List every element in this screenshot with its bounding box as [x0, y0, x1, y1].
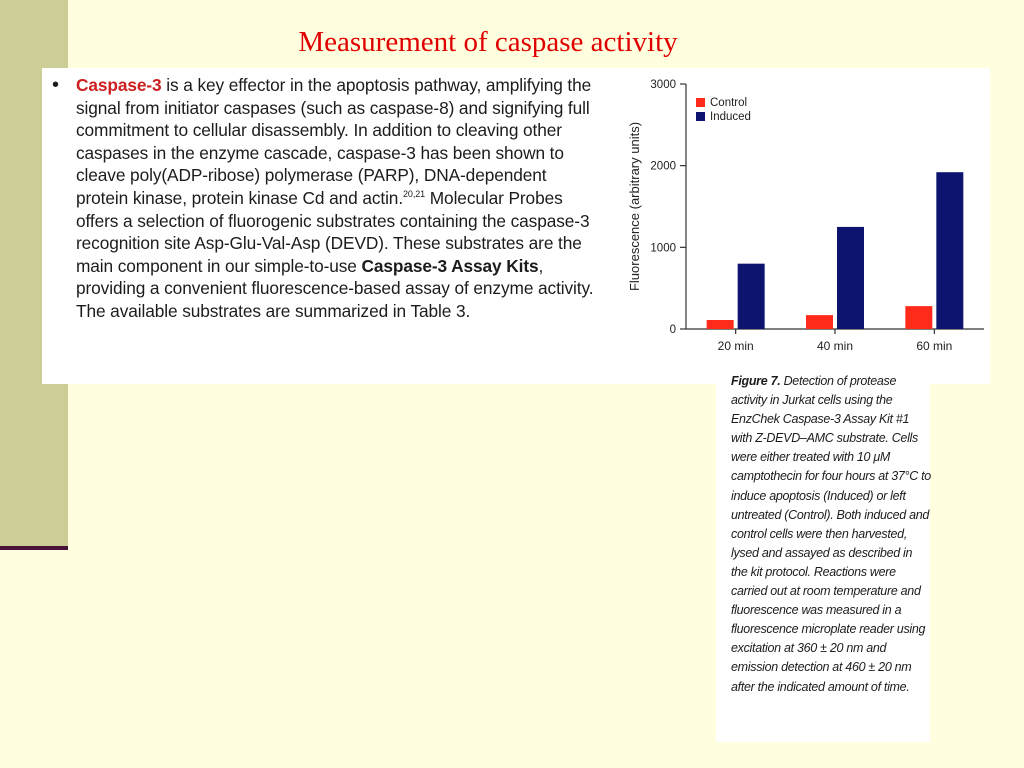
y-tick-label: 2000 — [650, 160, 676, 173]
legend-label-control: Control — [710, 97, 748, 109]
y-tick-label: 3000 — [650, 79, 676, 91]
y-axis-label: Fluorescence (arbitrary units) — [627, 121, 642, 292]
legend-swatch-induced — [696, 112, 705, 121]
y-tick-label: 0 — [669, 324, 676, 336]
reference-superscript: 20,21 — [403, 188, 426, 199]
legend-label-induced: Induced — [710, 111, 751, 123]
bar-induced-60-min — [936, 172, 963, 329]
bullet-marker: • — [52, 74, 59, 96]
x-tick-label: 20 min — [717, 339, 754, 353]
body-paragraph — [52, 74, 600, 323]
text-part-3: , providing a convenient fluorescence-based assay of enzyme activity. The available substrates are summarized in Table 3. — [76, 255, 594, 321]
bar-control-40-min — [806, 315, 833, 329]
bar-control-60-min — [905, 306, 932, 329]
figure-caption — [731, 372, 931, 697]
bar-chart — [618, 70, 988, 360]
text-part-2: Molecular Probes offers a selection of fluorogenic substrates containing the caspase-3 recognition site Asp-Glu-Val-Asp (DEVD). These substrates are the main component in our simple-to-use — [76, 187, 590, 276]
figure-caption-text: Detection of protease activity in Jurkat cells using the EnzChek Caspase-3 Assay Kit #1 with Z-DEVD–AMC substrate. Cells were either treated with 10 μM camptothecin for four hours at 37°C to induce apoptosis (Induced) or left untreated (Control). Both induced and control cells were then harvested, lysed and assayed as described in the kit protocol. Reactions were carried out at room temperature and fluorescence was measured in a fluorescence microplate reader using excitation at 360 ± 20 nm and emission detection at 460 ± 20 nm after the indicated amount of time. — [731, 374, 931, 694]
x-tick-label: 60 min — [916, 339, 953, 353]
bar-induced-40-min — [837, 227, 864, 329]
caspase-term: Caspase-3 — [76, 75, 162, 95]
y-tick-label: 1000 — [650, 242, 676, 255]
bar-control-20-min — [707, 320, 734, 329]
legend-swatch-control — [696, 98, 705, 107]
x-tick-label: 40 min — [816, 339, 854, 353]
slide-title: Measurement of caspase activity — [298, 26, 678, 58]
text-part-1: is a key effector in the apoptosis pathway, amplifying the signal from initiator caspases (such as caspase-8) and signifying full commitment to cellular disassembly. In addition to cleaving other caspases in the enzyme cascade, caspase-3 has been shown to cleave poly(ADP-ribose) polymerase (PARP), DNA-dependent protein kinase, protein kinase Cd and actin. — [76, 75, 592, 208]
bar-induced-20-min — [738, 264, 765, 329]
paragraph-text — [76, 74, 600, 323]
kit-name: Caspase-3 Assay Kits — [361, 255, 539, 276]
figure-label: Figure 7. — [731, 374, 781, 388]
